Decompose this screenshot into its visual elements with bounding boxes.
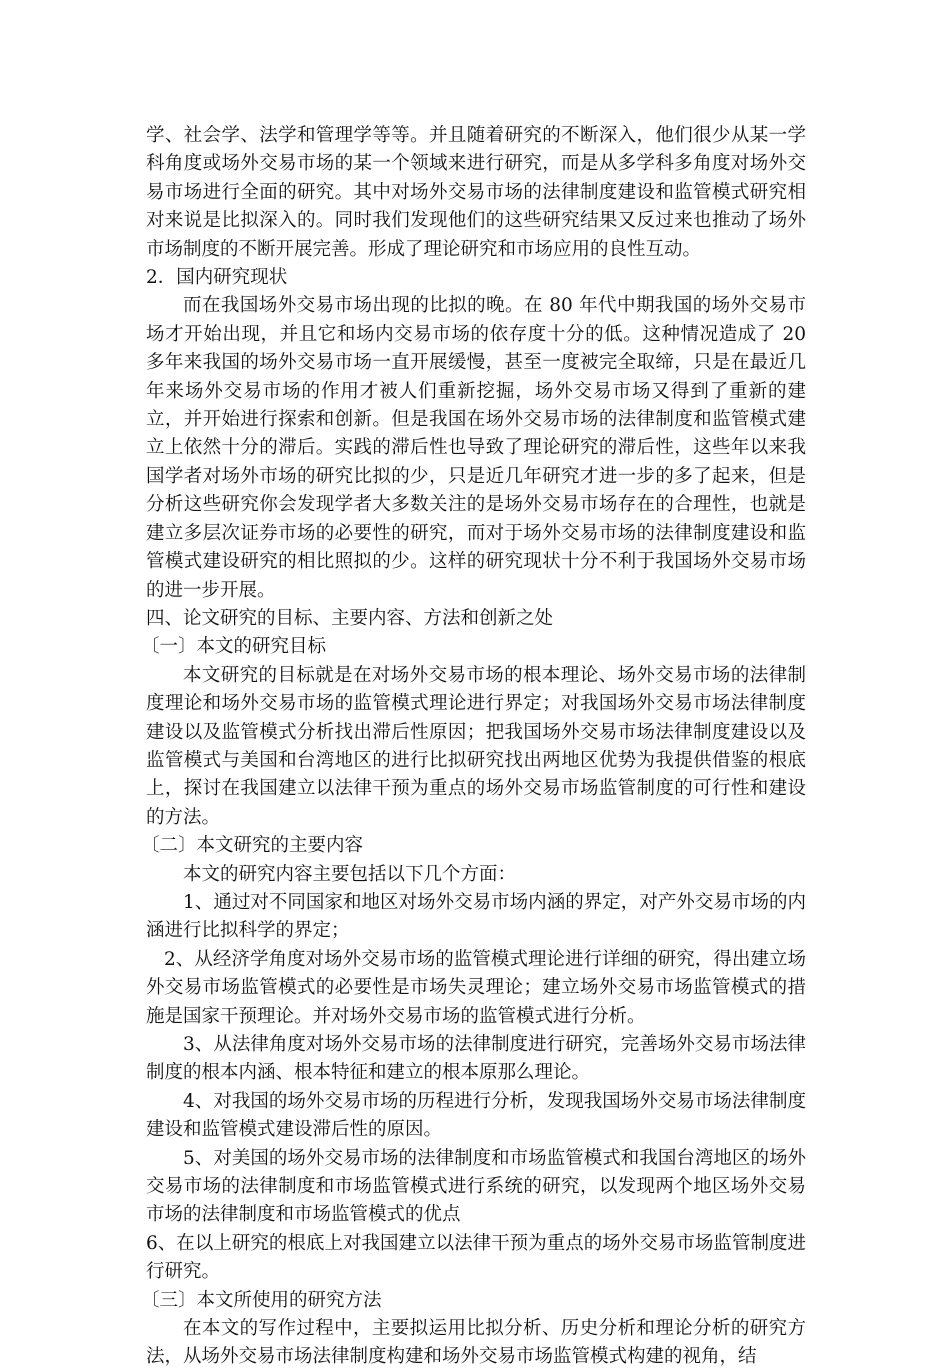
list-item: 1、通过对不同国家和地区对场外交易市场内涵的界定，对产外交易市场的内涵进行比拟科学的界定；: [146, 891, 806, 942]
heading-main-content: 〔二〕本文研究的主要内容: [141, 835, 364, 857]
list-item: 4、对我国的场外交易市场的历程进行分析，发现我国场外交易市场法律制度建设和监管模式建设滞后性的原因。: [146, 1090, 806, 1141]
list-item: 5、对美国的场外交易市场的法律制度和市场监管模式和我国台湾地区的场外交易市场的法律制度和市场监管模式进行系统的研究，以发现两个地区场外交易市场的法律制度和市场监管模式的优点: [146, 1147, 806, 1226]
heading-domestic-research: 2．国内研究现状: [146, 267, 288, 289]
paragraph: 本文研究的目标就是在对场外交易市场的根本理论、场外交易市场的法律制度理论和场外交易市场的监管模式理论进行界定；对我国场外交易市场法律制度建设以及监管模式分析找出滞后性原因；把我国场外交易市场法律制度建设以及监管模式与美国和台湾地区的进行比拟研究找出两地区优势为我提供借鉴的根底上，探讨在我国建立以法律干预为重点的场外交易市场监管制度的可行性和建设的方法。: [146, 664, 806, 828]
heading-section-4: 四、论文研究的目标、主要内容、方法和创新之处: [146, 607, 554, 629]
list-item: 2、从经济学角度对场外交易市场的监管模式理论进行详细的研究，得出建立场外交易市场监管模式的必要性是市场失灵理论；建立场外交易市场监管模式的措施是国家干预理论。并对场外交易市场的监管模式进行分析。: [146, 948, 806, 1027]
list-item: 3、从法律角度对场外交易市场的法律制度进行研究，完善场外交易市场法律制度的根本内涵、根本特征和建立的根本原那么理论。: [146, 1034, 806, 1084]
document-page: [141, 122, 806, 1372]
paragraph: 学、社会学、法学和管理学等等。并且随着研究的不断深入，他们很少从某一学科角度或场外交易市场的某一个领域来进行研究，而是从多学科多角度对场外交易市场进行全面的研究。其中对场外交易市场的法律制度建设和监管模式研究相对来说是比拟深入的。同时我们发现他们的这些研究结果又反过来也推动了场外市场制度的不断开展完善。形成了理论研究和市场应用的良性互动。: [146, 125, 806, 260]
paragraph: 在本文的写作过程中，主要拟运用比拟分析、历史分析和理论分析的研究方法，从场外交易市场法律制度构建和场外交易市场监管模式构建的视角，结: [146, 1318, 806, 1368]
paragraph: 本文的研究内容主要包括以下几个方面：: [183, 863, 517, 885]
heading-research-goal: 〔一〕本文的研究目标: [141, 636, 327, 658]
list-item: 6、在以上研究的根底上对我国建立以法律干预为重点的场外交易市场监管制度进行研究。: [146, 1232, 806, 1283]
paragraph: 而在我国场外交易市场出现的比拟的晚。在 80 年代中期我国的场外交易市场才开始出现，并且它和场内交易市场的依存度十分的低。这种情况造成了 20 多年来我国的场外交易市场一直开展缓慢，甚至一度被完全取缔，只是在最近几年来场外交易市场的作用才被人们重新挖掘，场外交易市场又得到了重新的建立，并开始进行探索和创新。但是我国在场外交易市场的法律制度和监管模式建立上依然十分的滞后。实践的滞后性也导致了理论研究的滞后性，这些年以来我国学者对场外市场的研究比拟的少，只是近几年研究才进一步的多了起来，但是分析这些研究你会发现学者大多数关注的是场外交易市场存在的合理性，也就是建立多层次证券市场的必要性的研究，而对于场外交易市场的法律制度建设和监管模式建设研究的相比照拟的少。这样的研究现状十分不利于我国场外交易市场的进一步开展。: [146, 295, 806, 601]
heading-research-method: 〔三〕本文所使用的研究方法: [141, 1289, 382, 1311]
